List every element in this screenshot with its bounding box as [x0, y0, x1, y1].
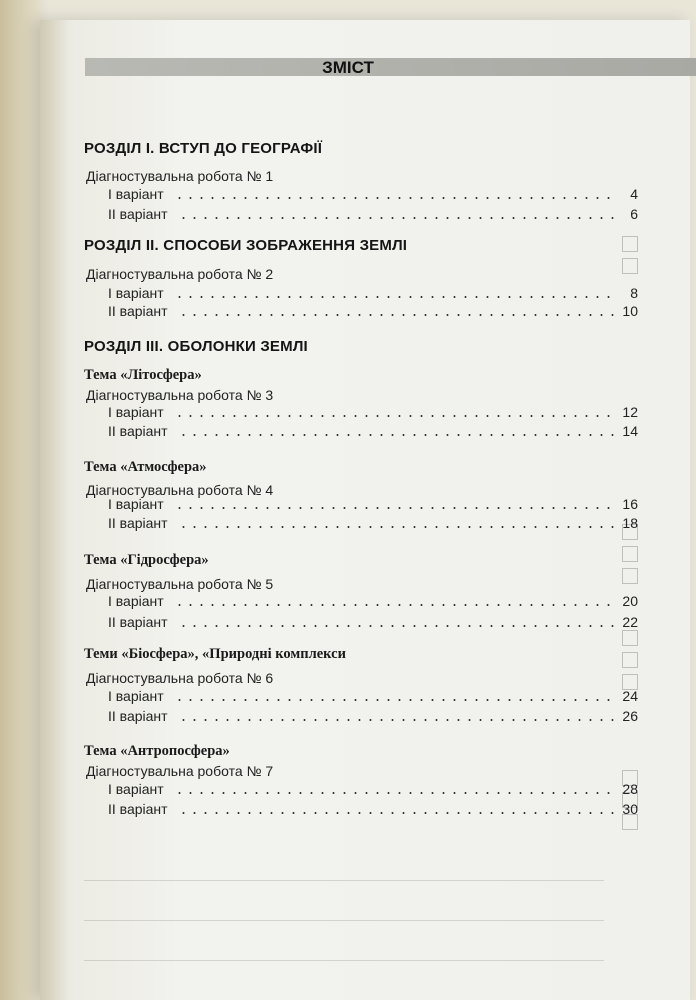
- dot-leader: [178, 434, 615, 436]
- toc-row[interactable]: [108, 513, 638, 531]
- toc-row[interactable]: [108, 402, 638, 420]
- toc-row[interactable]: [108, 591, 638, 609]
- topic-biosphere: Теми «Біосфера», «Природні комплекси: [84, 646, 346, 662]
- page-number: 4: [630, 186, 638, 202]
- toc-row[interactable]: [108, 301, 638, 319]
- show-through-rule: [84, 920, 604, 921]
- toc-row[interactable]: [108, 184, 638, 202]
- page-number: 28: [622, 781, 638, 797]
- page-number: 24: [622, 688, 638, 704]
- show-through-box: [622, 258, 638, 274]
- topic-lithosphere: Тема «Літосфера»: [84, 367, 202, 383]
- toc-row[interactable]: [108, 283, 638, 301]
- dot-leader: [178, 526, 615, 528]
- page-number: 26: [622, 708, 638, 724]
- toc-row[interactable]: [108, 421, 638, 439]
- page-title: ЗМІСТ: [322, 58, 374, 77]
- work-title-3: Діагностувальна робота № 3: [86, 387, 274, 403]
- variant-label: І варіант: [108, 285, 164, 301]
- page-number: 6: [630, 206, 638, 222]
- show-through-box: [622, 630, 638, 646]
- page-number: 16: [622, 496, 638, 512]
- dot-leader: [174, 507, 615, 509]
- dot-leader: [178, 719, 615, 721]
- page-number: 30: [622, 801, 638, 817]
- show-through-rule: [84, 880, 604, 881]
- variant-label: І варіант: [108, 593, 164, 609]
- variant-label: ІІ варіант: [108, 423, 168, 439]
- dot-leader: [174, 699, 615, 701]
- dot-leader: [174, 296, 615, 298]
- page-number: 18: [622, 515, 638, 531]
- variant-label: ІІ варіант: [108, 515, 168, 531]
- toc-row[interactable]: [108, 799, 638, 817]
- work-title-1: Діагностувальна робота № 1: [86, 168, 274, 184]
- variant-label: ІІ варіант: [108, 801, 168, 817]
- section-heading-3: РОЗДІЛ ІІІ. ОБОЛОНКИ ЗЕМЛІ: [84, 338, 308, 355]
- variant-label: ІІ варіант: [108, 303, 168, 319]
- topic-atmosphere: Тема «Атмосфера»: [84, 459, 207, 475]
- dot-leader: [178, 314, 615, 316]
- work-title-2: Діагностувальна робота № 2: [86, 266, 274, 282]
- toc-row[interactable]: [108, 612, 638, 630]
- section-heading-2: РОЗДІЛ ІІ. СПОСОБИ ЗОБРАЖЕННЯ ЗЕМЛІ: [84, 237, 408, 254]
- work-title-5: Діагностувальна робота № 5: [86, 576, 274, 592]
- variant-label: І варіант: [108, 404, 164, 420]
- page-number: 8: [630, 285, 638, 301]
- show-through-box: [622, 652, 638, 668]
- topic-hydrosphere: Тема «Гідросфера»: [84, 552, 209, 568]
- dot-leader: [174, 604, 615, 606]
- section-heading-1: РОЗДІЛ І. ВСТУП ДО ГЕОГРАФІЇ: [84, 140, 323, 157]
- work-title-7: Діагностувальна робота № 7: [86, 763, 274, 779]
- work-title-4: Діагностувальна робота № 4: [86, 482, 274, 498]
- page-number: 22: [622, 614, 638, 630]
- dot-leader: [178, 625, 615, 627]
- dot-leader: [178, 217, 615, 219]
- dot-leader: [178, 812, 615, 814]
- variant-label: ІІ варіант: [108, 708, 168, 724]
- topic-anthroposphere: Тема «Антропосфера»: [84, 743, 230, 759]
- show-through-box: [622, 546, 638, 562]
- toc-row[interactable]: [108, 706, 638, 724]
- dot-leader: [174, 197, 615, 199]
- dot-leader: [174, 415, 615, 417]
- page-number: 12: [622, 404, 638, 420]
- variant-label: І варіант: [108, 688, 164, 704]
- variant-label: ІІ варіант: [108, 206, 168, 222]
- toc-row[interactable]: [108, 779, 638, 797]
- variant-label: І варіант: [108, 496, 164, 512]
- show-through-box: [622, 568, 638, 584]
- variant-label: І варіант: [108, 186, 164, 202]
- variant-label: І варіант: [108, 781, 164, 797]
- work-title-6: Діагностувальна робота № 6: [86, 670, 274, 686]
- toc-row[interactable]: [108, 494, 638, 512]
- show-through-rule: [84, 960, 604, 961]
- page-number: 20: [622, 593, 638, 609]
- toc-row[interactable]: [108, 686, 638, 704]
- show-through-box: [622, 236, 638, 252]
- toc-row[interactable]: [108, 204, 638, 222]
- page-number: 14: [622, 423, 638, 439]
- page-number: 10: [622, 303, 638, 319]
- dot-leader: [174, 792, 615, 794]
- variant-label: ІІ варіант: [108, 614, 168, 630]
